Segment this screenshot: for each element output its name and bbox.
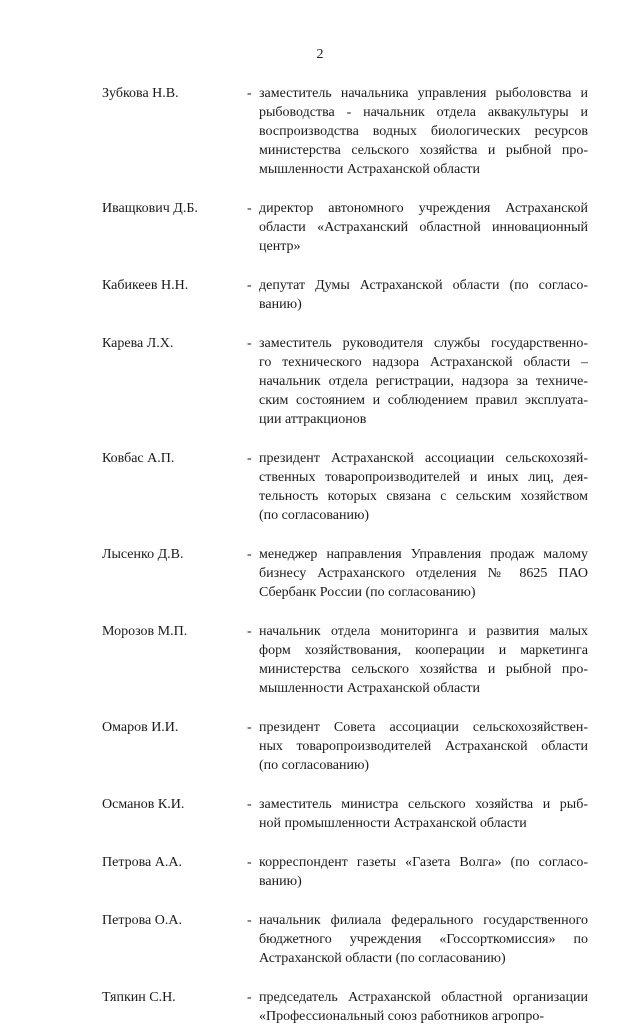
list-item [0, 84, 640, 179]
position-line: Сбербанк России (по согласованию) [259, 585, 476, 600]
separator-dash: - [247, 336, 252, 351]
position-line: ственных товаропроизводителей и иных лиц, дея- [259, 470, 588, 485]
position-line: центр» [259, 239, 301, 254]
list-item [0, 988, 640, 1026]
list-item [0, 911, 640, 968]
position-line: президент Совета ассоциации сельскохозяйствен- [259, 720, 588, 735]
position-line: (по согласованию) [259, 758, 370, 773]
position-line: депутат Думы Астраханской области (по согласо- [259, 278, 588, 293]
member-name: Лысенко Д.В. [102, 547, 184, 562]
position-line: директор автономного учреждения Астраханской [259, 201, 588, 216]
position-line: менеджер направления Управления продаж малому [259, 547, 588, 562]
separator-dash: - [247, 720, 252, 735]
separator-dash: - [247, 451, 252, 466]
member-name: Иващкович Д.Б. [102, 201, 198, 216]
position-line: мышленности Астраханской области [259, 162, 480, 177]
position-line: министерства сельского хозяйства и рыбной про- [259, 143, 588, 158]
separator-dash: - [247, 278, 252, 293]
separator-dash: - [247, 913, 252, 928]
position-line: министерства сельского хозяйства и рыбной про- [259, 662, 588, 677]
separator-dash: - [247, 547, 252, 562]
member-name: Кабикеев Н.Н. [102, 278, 189, 293]
position-line: бюджетного учреждения «Госсорткомиссия» по [259, 932, 588, 947]
position-line: президент Астраханской ассоциации сельскохозяй- [259, 451, 588, 466]
position-line: корреспондент газеты «Газета Волга» (по согласо- [259, 855, 588, 870]
member-name: Морозов М.П. [102, 624, 188, 639]
list-item [0, 622, 640, 698]
position-line: го технического надзора Астраханской области – [259, 355, 588, 370]
member-position [259, 853, 588, 891]
member-name: Тяпкин С.Н. [102, 990, 176, 1005]
page-number: 2 [316, 47, 324, 62]
member-name: Петрова О.А. [102, 913, 182, 928]
position-line: воспроизводства водных биологических ресурсов [259, 124, 588, 139]
separator-dash: - [247, 990, 252, 1005]
position-line: заместитель руководителя службы государственно- [259, 336, 588, 351]
position-line: заместитель министра сельского хозяйства и рыб- [259, 797, 588, 812]
position-line: ванию) [259, 297, 302, 312]
position-line: мышленности Астраханской области [259, 681, 480, 696]
member-name: Ковбас А.П. [102, 451, 175, 466]
member-position [259, 988, 588, 1026]
position-line: Астраханской области (по согласованию) [259, 951, 506, 966]
position-line: бизнесу Астраханского отделения № 8625 ПАО [259, 566, 588, 581]
member-name: Карева Л.Х. [102, 336, 174, 351]
position-line: тельность которых связана с сельским хозяйством [259, 489, 588, 504]
position-line: председатель Астраханской областной организации [259, 990, 588, 1005]
member-name: Петрова А.А. [102, 855, 182, 870]
position-line: начальник отдела мониторинга и развития малых [259, 624, 588, 639]
position-line: начальник филиала федерального государственного [259, 913, 588, 928]
member-position [259, 545, 588, 602]
member-position [259, 334, 588, 429]
separator-dash: - [247, 797, 252, 812]
position-line: ных товаропроизводителей Астраханской области [259, 739, 588, 754]
position-line: (по согласованию) [259, 508, 370, 523]
member-position [259, 84, 588, 179]
list-item [0, 276, 640, 314]
position-line: заместитель начальника управления рыболовства и [259, 86, 588, 101]
position-line: области «Астраханский областной инновационный [259, 220, 588, 235]
list-item [0, 795, 640, 833]
position-line: форм хозяйствования, кооперации и маркетинга [259, 643, 588, 658]
member-position [259, 276, 588, 314]
list-item [0, 718, 640, 775]
member-name: Османов К.И. [102, 797, 185, 812]
separator-dash: - [247, 855, 252, 870]
list-item [0, 545, 640, 602]
member-position [259, 718, 588, 775]
position-line: ванию) [259, 874, 302, 889]
position-line: ским состоянием и соблюдением правил эксплуата- [259, 393, 588, 408]
member-position [259, 911, 588, 968]
position-line: ции аттракционов [259, 412, 367, 427]
list-item [0, 199, 640, 256]
member-name: Зубкова Н.В. [102, 86, 179, 101]
separator-dash: - [247, 624, 252, 639]
separator-dash: - [247, 201, 252, 216]
position-line: ной промышленности Астраханской области [259, 816, 527, 831]
separator-dash: - [247, 86, 252, 101]
member-position [259, 199, 588, 256]
list-item [0, 334, 640, 429]
member-position [259, 449, 588, 525]
member-position [259, 622, 588, 698]
position-line: «Профессиональный союз работников агропро- [259, 1009, 545, 1024]
list-item [0, 853, 640, 891]
member-position [259, 795, 588, 833]
position-line: рыбоводства - начальник отдела аквакультуры и [259, 105, 588, 120]
member-name: Омаров И.И. [102, 720, 179, 735]
position-line: начальник отдела регистрации, надзора за техниче- [259, 374, 588, 389]
list-item [0, 449, 640, 525]
